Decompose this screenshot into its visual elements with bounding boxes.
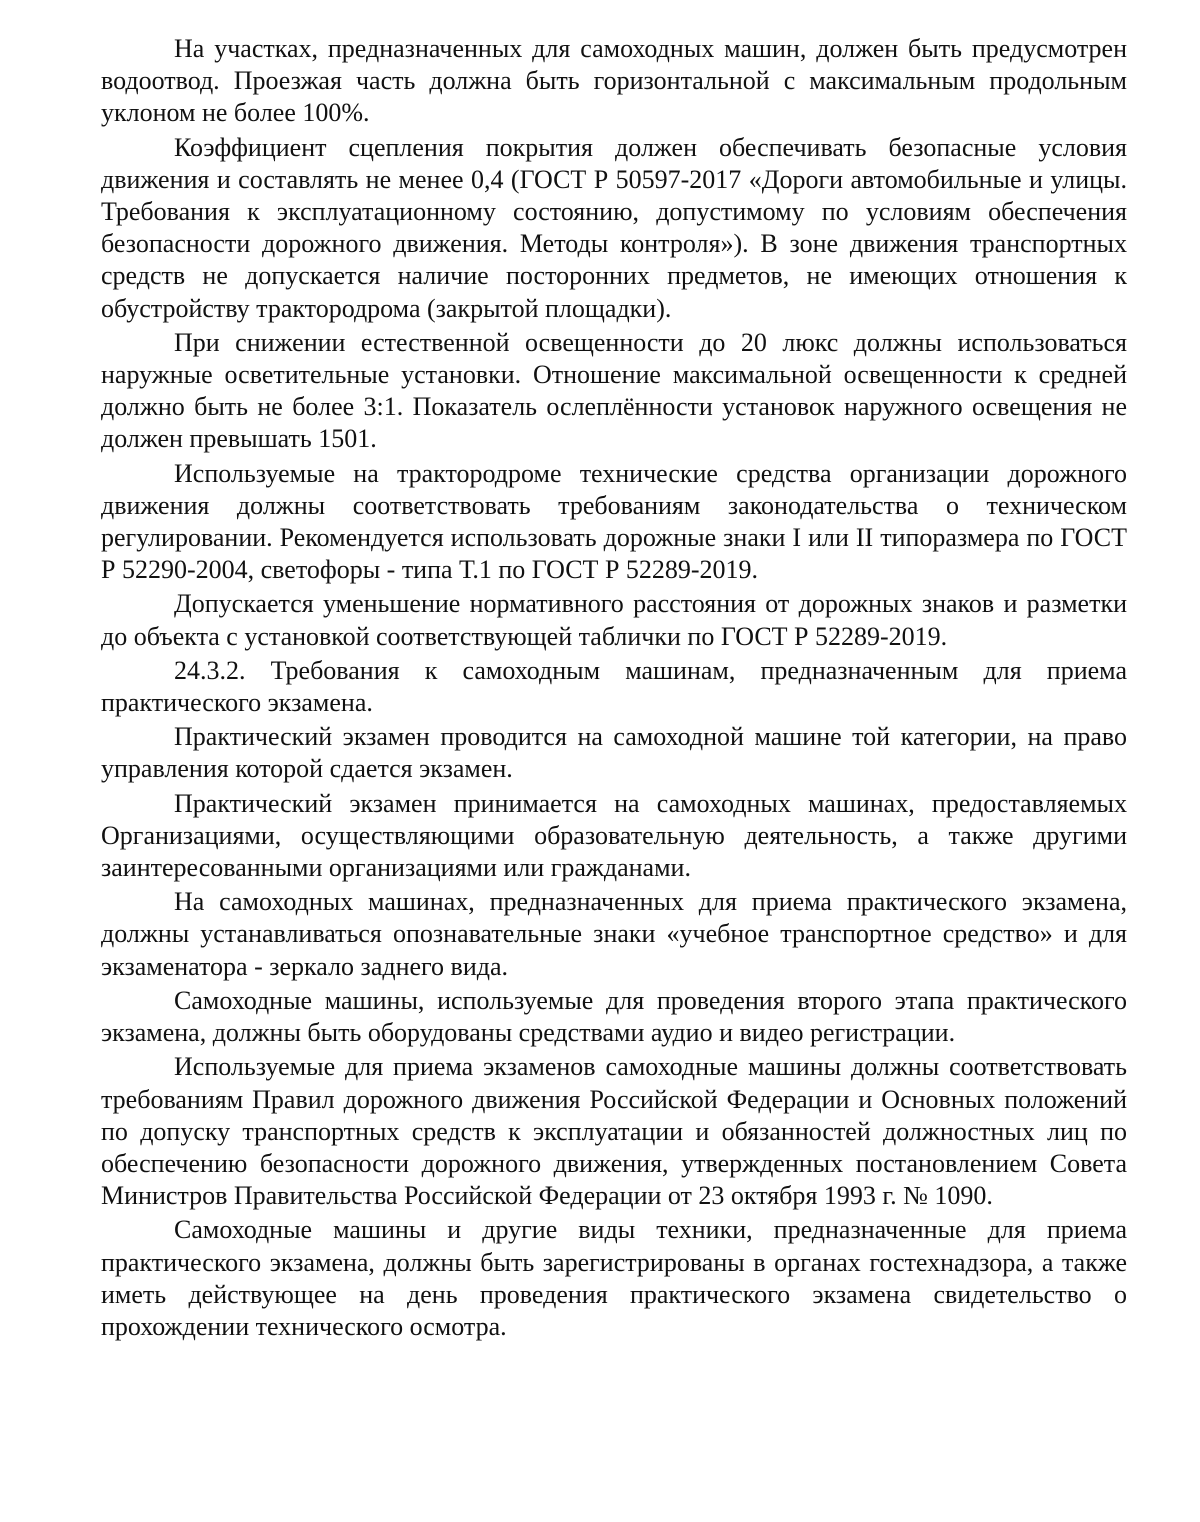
paragraph-lighting: При снижении естественной освещенности до 20 люкс должны использоваться наружные осветительные установки. Отношение максимальной освещенности к средней должно быть не более 3:1. Показатель ослеплённости установок наружного освещения не должен превышать 1501.: [101, 327, 1127, 454]
section-heading-24-3-2: 24.3.2. Требования к самоходным машинам, предназначенным для приема практического экзамена.: [101, 655, 1127, 718]
document-page: [101, 33, 1127, 1345]
paragraph-exam-vehicles-provided: Практический экзамен принимается на самоходных машинах, предоставляемых Организациями, осуществляющими образовательную деятельность, а также другими заинтересованными организациями или гражданами.: [101, 788, 1127, 883]
paragraph-identification-signs: На самоходных машинах, предназначенных для приема практического экзамена, должны устанавливаться опознавательные знаки «учебное транспортное средство» и для экзаменатора - зеркало заднего вида.: [101, 887, 1127, 981]
paragraph-audio-video-recording: Самоходные машины, используемые для проведения второго этапа практического экзамена, должны быть оборудованы средствами аудио и видео регистрации.: [101, 985, 1127, 1048]
paragraph-sign-distance: Допускается уменьшение нормативного расстояния от дорожных знаков и разметки до объекта с установкой соответствующей таблички по ГОСТ Р 52289-2019.: [101, 589, 1127, 651]
paragraph-adhesion-coefficient: Коэффициент сцепления покрытия должен обеспечивать безопасные условия движения и составлять не менее 0,4 (ГОСТ Р 50597-2017 «Дороги автомобильные и улицы. Требования к эксплуатационному состоянию, допустимому по условиям обеспечения безопасности дорожного движения. Методы контроля»). В зоне движения транспортных средств не допускается наличие посторонних предметов, не имеющих отношения к обустройству трактородрома (закрытой площадки).: [101, 132, 1127, 323]
paragraph-registration-inspection: Самоходные машины и другие виды техники, предназначенные для приема практического экзамена, должны быть зарегистрированы в органах гостехнадзора, а также иметь действующее на день проведения практического экзамена свидетельство о прохождении технического осмотра.: [101, 1215, 1127, 1341]
paragraph-traffic-control-means: Используемые на трактородроме технические средства организации дорожного движения должны соответствовать требованиям законодательства о техническом регулировании. Рекомендуется использовать дорожные знаки I или II типоразмера по ГОСТ Р 52290-2004, светофоры - типа Т.1 по ГОСТ Р 52289-2019.: [101, 458, 1127, 585]
paragraph-exam-category: Практический экзамен проводится на самоходной машине той категории, на право управления которой сдается экзамен.: [101, 722, 1127, 784]
paragraph-drainage: На участках, предназначенных для самоходных машин, должен быть предусмотрен водоотвод. Проезжая часть должна быть горизонтальной с максимальным продольным уклоном не более 100%.: [101, 34, 1127, 128]
paragraph-traffic-rules-compliance: Используемые для приема экзаменов самоходные машины должны соответствовать требованиям Правил дорожного движения Российской Федерации и Основных положений по допуску транспортных средств к эксплуатации и обязанностей должностных лиц по обеспечению безопасности дорожного движения, утвержденных постановлением Совета Министров Правительства Российской Федерации от 23 октября 1993 г. № 1090.: [101, 1052, 1127, 1211]
